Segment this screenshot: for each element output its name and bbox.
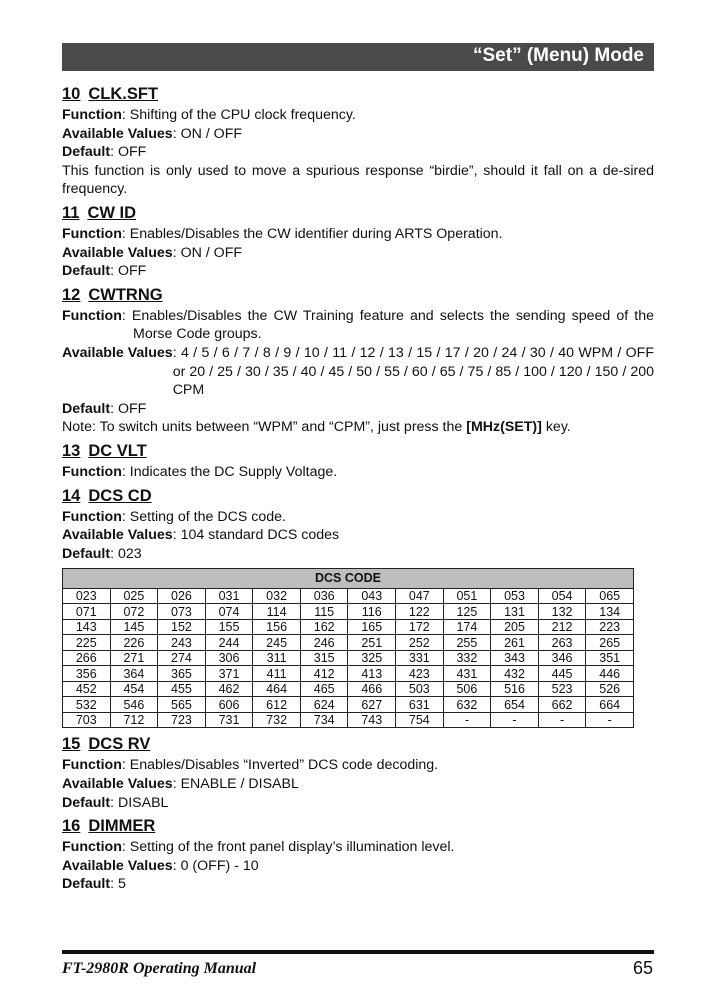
table-cell: 306	[205, 650, 253, 666]
table-cell: 114	[253, 604, 301, 620]
table-cell: 364	[110, 666, 158, 682]
table-cell: 413	[348, 666, 396, 682]
table-cell: 223	[586, 619, 634, 635]
table-row	[63, 650, 634, 666]
table-cell: 165	[348, 619, 396, 635]
table-cell: 205	[491, 619, 539, 635]
table-cell: 734	[300, 712, 348, 728]
table-cell: 754	[396, 712, 444, 728]
table-cell: 156	[253, 619, 301, 635]
table-row	[63, 712, 634, 728]
table-cell: 423	[396, 666, 444, 682]
table-cell: 053	[491, 588, 539, 604]
table-cell: 026	[158, 588, 206, 604]
table-cell: 054	[538, 588, 586, 604]
cwtrng-function: Function: Enables/Disables the CW Training feature and selects the sending speed of the Morse Code groups.	[62, 307, 654, 343]
table-cell: 226	[110, 635, 158, 651]
table-row	[63, 619, 634, 635]
cwid-values: Available Values: ON / OFF	[62, 244, 243, 261]
page-header-title: “Set” (Menu) Mode	[473, 45, 644, 66]
table-cell: 662	[538, 697, 586, 713]
table-cell: 516	[491, 681, 539, 697]
section-title-cwtrng: 12 CWTRNG	[62, 285, 163, 304]
table-row	[63, 681, 634, 697]
table-cell: 351	[586, 650, 634, 666]
table-row	[63, 697, 634, 713]
table-cell: 546	[110, 697, 158, 713]
dimmer-function: Function: Setting of the front panel display’s illumination level.	[62, 839, 455, 856]
cwid-default: Default: OFF	[62, 263, 147, 280]
table-cell: 712	[110, 712, 158, 728]
table-cell: 454	[110, 681, 158, 697]
table-cell: 523	[538, 681, 586, 697]
table-cell: 612	[253, 697, 301, 713]
table-cell: 731	[205, 712, 253, 728]
table-cell: -	[443, 712, 491, 728]
table-row	[63, 604, 634, 620]
table-cell: 532	[63, 697, 111, 713]
table-cell: 465	[300, 681, 348, 697]
table-cell: 455	[158, 681, 206, 697]
table-row	[63, 588, 634, 604]
table-cell: 023	[63, 588, 111, 604]
table-cell: 246	[300, 635, 348, 651]
dimmer-values: Available Values: 0 (OFF) - 10	[62, 857, 259, 874]
page-header-bar	[62, 43, 654, 71]
table-cell: 412	[300, 666, 348, 682]
table-cell: 051	[443, 588, 491, 604]
table-cell: 261	[491, 635, 539, 651]
table-cell: 244	[205, 635, 253, 651]
section-title-dc-vlt: 13 DC VLT	[62, 441, 147, 460]
dcscd-values: Available Values: 104 standard DCS codes	[62, 527, 340, 544]
dcs-code-table	[62, 568, 634, 728]
table-cell: 624	[300, 697, 348, 713]
table-cell: 732	[253, 712, 301, 728]
table-cell: 411	[253, 666, 301, 682]
table-cell: 703	[63, 712, 111, 728]
table-cell: 325	[348, 650, 396, 666]
table-cell: 446	[586, 666, 634, 682]
section-title-cw-id: 11 CW ID	[62, 203, 137, 222]
table-cell: 315	[300, 650, 348, 666]
table-cell: 606	[205, 697, 253, 713]
table-cell: 365	[158, 666, 206, 682]
table-cell: 462	[205, 681, 253, 697]
table-cell: 431	[443, 666, 491, 682]
table-cell: 073	[158, 604, 206, 620]
dcsrv-values: Available Values: ENABLE / DISABL	[62, 775, 299, 792]
table-cell: 116	[348, 604, 396, 620]
table-cell: 162	[300, 619, 348, 635]
table-cell: 122	[396, 604, 444, 620]
table-cell: 632	[443, 697, 491, 713]
table-cell: -	[586, 712, 634, 728]
table-cell: 043	[348, 588, 396, 604]
clk-default: Default: OFF	[62, 144, 147, 161]
table-cell: 664	[586, 697, 634, 713]
table-cell: 125	[443, 604, 491, 620]
table-cell: 025	[110, 588, 158, 604]
clk-values: Available Values: ON / OFF	[62, 125, 243, 142]
mhz-set-key-label: [MHz(SET)]	[466, 419, 542, 436]
section-title-clk-sft: 10 CLK.SFT	[62, 85, 159, 103]
table-cell: 032	[253, 588, 301, 604]
section-title-dcs-rv: 15 DCS RV	[62, 735, 151, 754]
table-cell: 452	[63, 681, 111, 697]
dcsrv-function: Function: Enables/Disables “Inverted” DCS code decoding.	[62, 757, 439, 774]
dcscd-default: Default: 023	[62, 545, 142, 562]
table-cell: 503	[396, 681, 444, 697]
footer-rule	[62, 950, 654, 954]
table-cell: 565	[158, 697, 206, 713]
table-cell: 464	[253, 681, 301, 697]
table-cell: 243	[158, 635, 206, 651]
footer-manual-title: FT-2980R Operating Manual	[62, 960, 257, 977]
table-cell: -	[538, 712, 586, 728]
table-cell: 245	[253, 635, 301, 651]
table-cell: 271	[110, 650, 158, 666]
cwtrng-values: Available Values : 4 / 5 / 6 / 7 / 8 / 9 / 10 / 11 / 12 / 13 / 15 / 17 / 20 / 24 / 30 / 40 WPM / OFF or 20 / 25 / 30 / 35 / 40 / 45 / 50 / 55 / 60 / 65 / 75 / 85 / 100 / 120 / 150 / 200 CPM	[62, 344, 654, 399]
table-cell: 152	[158, 619, 206, 635]
table-cell: 274	[158, 650, 206, 666]
table-cell: 031	[205, 588, 253, 604]
table-cell: 743	[348, 712, 396, 728]
table-cell: 252	[396, 635, 444, 651]
table-row	[63, 635, 634, 651]
table-cell: 145	[110, 619, 158, 635]
table-cell: 265	[586, 635, 634, 651]
footer-page-number: 65	[632, 958, 653, 978]
table-cell: 071	[63, 604, 111, 620]
table-cell: 143	[63, 619, 111, 635]
page-content	[62, 80, 654, 894]
table-cell: 255	[443, 635, 491, 651]
section-title-dcs-cd: 14 DCS CD	[62, 486, 152, 505]
dcscd-function: Function: Setting of the DCS code.	[62, 508, 286, 525]
dcs-table-header: DCS CODE	[63, 569, 634, 589]
dcsrv-default: Default: DISABL	[62, 794, 169, 811]
table-cell: 332	[443, 650, 491, 666]
table-cell: 331	[396, 650, 444, 666]
table-cell: 311	[253, 650, 301, 666]
table-cell: 356	[63, 666, 111, 682]
table-cell: 115	[300, 604, 348, 620]
table-cell: 371	[205, 666, 253, 682]
table-cell: 346	[538, 650, 586, 666]
table-cell: -	[491, 712, 539, 728]
table-row	[63, 666, 634, 682]
table-cell: 506	[443, 681, 491, 697]
table-cell: 432	[491, 666, 539, 682]
table-cell: 132	[538, 604, 586, 620]
table-cell: 225	[63, 635, 111, 651]
table-cell: 631	[396, 697, 444, 713]
dimmer-default: Default: 5	[62, 876, 126, 893]
table-cell: 251	[348, 635, 396, 651]
table-cell: 174	[443, 619, 491, 635]
table-cell: 072	[110, 604, 158, 620]
table-cell: 074	[205, 604, 253, 620]
cwid-function: Function: Enables/Disables the CW identifier during ARTS Operation.	[62, 225, 503, 242]
table-cell: 172	[396, 619, 444, 635]
table-cell: 134	[586, 604, 634, 620]
cwtrng-note: Note: To switch units between “WPM” and “CPM”, just press the [MHz(SET)] key.	[62, 419, 571, 436]
table-cell: 155	[205, 619, 253, 635]
cwtrng-default: Default: OFF	[62, 400, 147, 417]
table-cell: 212	[538, 619, 586, 635]
table-cell: 526	[586, 681, 634, 697]
table-cell: 131	[491, 604, 539, 620]
clk-function: Function: Shifting of the CPU clock frequency.	[62, 107, 356, 123]
table-cell: 065	[586, 588, 634, 604]
table-cell: 266	[63, 650, 111, 666]
table-cell: 445	[538, 666, 586, 682]
table-cell: 466	[348, 681, 396, 697]
table-cell: 654	[491, 697, 539, 713]
clk-note: This function is only used to move a spurious response “birdie”, should it fall on a de-sired frequency.	[62, 162, 654, 198]
table-cell: 036	[300, 588, 348, 604]
table-cell: 723	[158, 712, 206, 728]
table-cell: 627	[348, 697, 396, 713]
table-cell: 263	[538, 635, 586, 651]
section-title-dimmer: 16 DIMMER	[62, 817, 156, 836]
table-cell: 343	[491, 650, 539, 666]
table-cell: 047	[396, 588, 444, 604]
dcvlt-function: Function: Indicates the DC Supply Voltage.	[62, 463, 338, 480]
